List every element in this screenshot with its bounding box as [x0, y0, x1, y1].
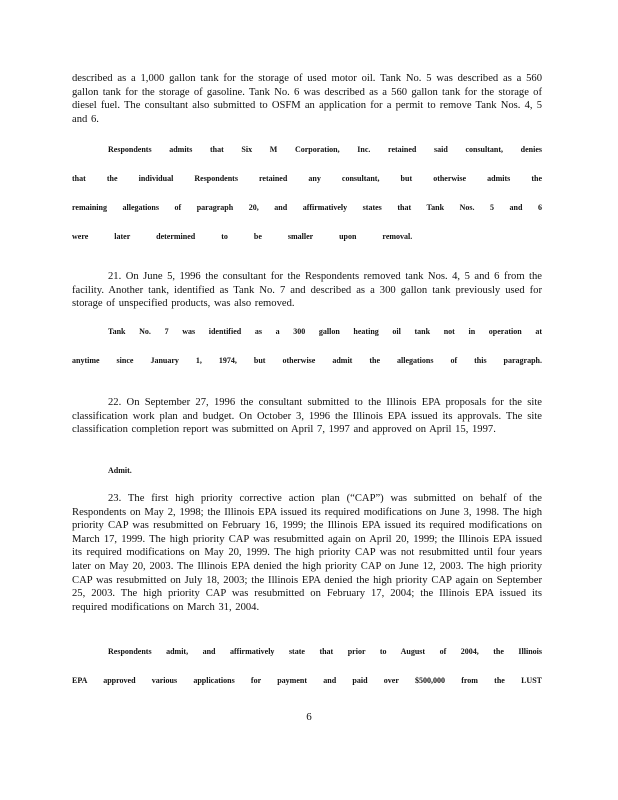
paragraph-21: 21. On June 5, 1996 the consultant for the Respondents removed tank Nos. 4, 5 and 6 from the facility. Another tank, identified as Tank No. 7 and described as a 300 gallon tank previously used for storage of unspecified products, was also removed.: [72, 271, 542, 310]
response-line: Respondents admit, and affirmatively state that prior to August of 2004, the Illinois: [108, 647, 542, 656]
response-line: Respondents admits that Six M Corporation, Inc. retained said consultant, denies: [108, 145, 542, 154]
response-paragraph-20: [72, 145, 542, 261]
response-line: Tank No. 7 was identified as a 300 gallon heating oil tank not in operation at: [108, 327, 542, 336]
paragraph-22: 22. On September 27, 1996 the consultant submitted to the Illinois EPA proposals for the site classification work plan and budget. On October 3, 1996 the Illinois EPA issued its approvals. The site classification completion report was submitted on April 7, 1997 and approved on April 15, 1997.: [72, 397, 542, 436]
response-line: anytime since January 1, 1974, but otherwise admit the allegations of this paragraph.: [72, 356, 542, 365]
response-line: that the individual Respondents retained any consultant, but otherwise admits the: [72, 174, 542, 183]
response-line: remaining allegations of paragraph 20, and affirmatively states that Tank Nos. 5 and 6: [72, 203, 542, 212]
response-line: were later determined to be smaller upon removal.: [72, 232, 413, 241]
paragraph-23: 23. The first high priority corrective action plan (“CAP”) was submitted on behalf of the Respondents on May 2, 1998; the Illinois EPA issued its required modifications on June 3, 1998. The high priority CAP was resubmitted on February 16, 1999; the Illinois EPA issued its required modifications on March 17, 1999. The high priority CAP was resubmitted again on April 20, 1999; the Illinois EPA issued its required modifications on May 20, 1999. The high priority CAP was not resubmitted until four years later on May 20, 2003. The Illinois EPA denied the high priority CAP on June 12, 2003. The high priority CAP was resubmitted on July 18, 2003; the Illinois EPA denied the high priority CAP again on September 25, 2003. The high priority CAP was resubmitted on February 17, 2004; the Illinois EPA issued its required modifications on March 31, 2004.: [72, 493, 542, 613]
response-paragraph-22: Admit.: [108, 466, 132, 475]
response-paragraph-23: [72, 647, 542, 705]
response-line: EPA approved various applications for payment and paid over $500,000 from the LUST: [72, 676, 542, 685]
response-paragraph-21: [72, 327, 542, 385]
page-number: 6: [306, 711, 312, 723]
paragraph-20-continuation: described as a 1,000 gallon tank for the storage of used motor oil. Tank No. 5 was described as a 560 gallon tank for the storage of gasoline. Tank No. 6 was described as a 560 gallon tank for the storage of diesel fuel. The consultant also submitted to OSFM an application for a permit to remove Tank Nos. 4, 5 and 6.: [72, 73, 542, 125]
